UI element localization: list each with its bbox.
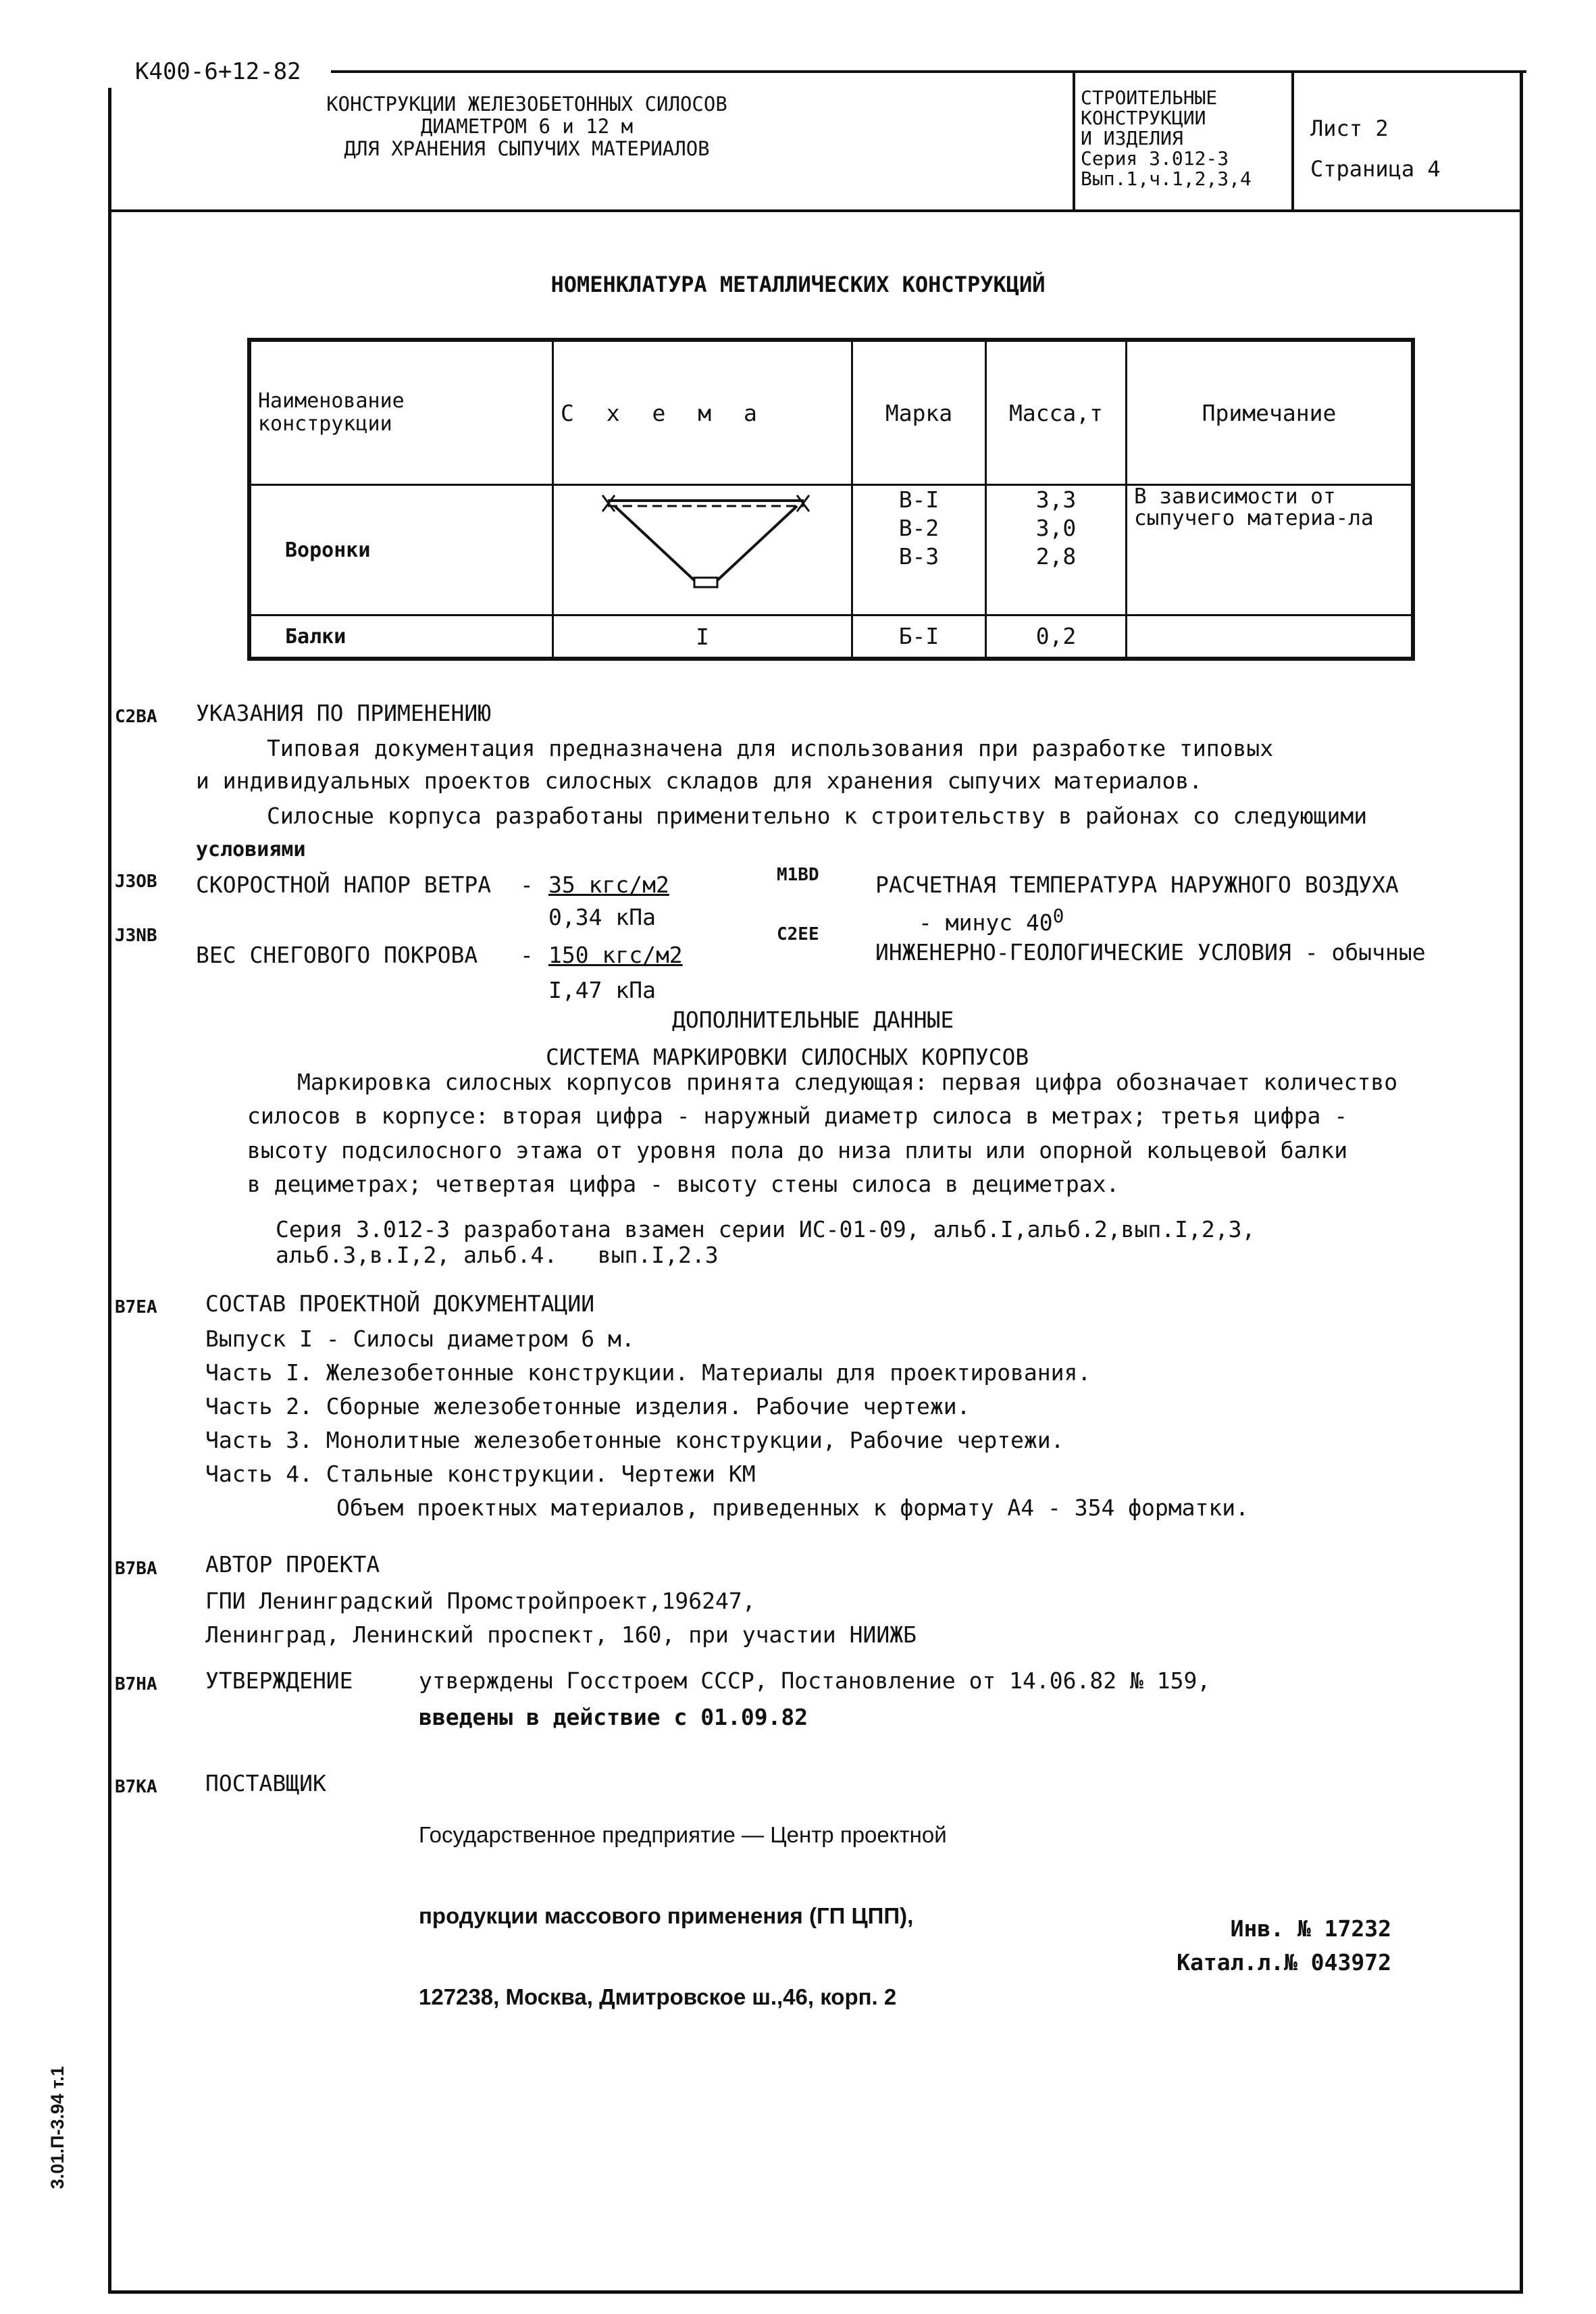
category-line-5: Вып.1,ч.1,2,3,4 (1081, 168, 1252, 190)
inventory-number: Инв. № 17232 (1230, 1915, 1391, 1942)
snow-dash: - (520, 942, 534, 968)
category-line-2: КОНСТРУКЦИИ (1081, 107, 1206, 129)
supplier-line: 127238, Москва, Дмитровское ш.,46, корп. 2 (419, 1984, 897, 2009)
column-header-mark: Марка (852, 340, 986, 485)
document-code: К400-6+12-82 (135, 58, 301, 85)
code-approval: В7НА (115, 1674, 157, 1694)
sheet-number: Лист 2 (1310, 116, 1389, 141)
part-line: Часть 2. Сборные железобетонные изделия. Рабочие чертежи. (205, 1393, 971, 1419)
bottom-border (108, 2290, 1523, 2294)
cell-marks (852, 485, 986, 615)
header-divider-2 (1291, 70, 1294, 209)
funnel-schema-icon (561, 486, 844, 594)
series-replacement-line: альб.3,в.I,2, альб.4. вып.I,2.3 (276, 1242, 719, 1268)
supplier-address (419, 1767, 947, 2038)
supplier-heading: ПОСТАВЩИК (205, 1770, 326, 1796)
usage-heading: УКАЗАНИЯ ПО ПРИМЕНЕНИЮ (196, 700, 492, 726)
supplier-line: Государственное предприятие — Центр проектной (419, 1822, 947, 1847)
series-replacement-line: Серия 3.012-3 разработана взамен серии ИС-01-09, альб.I,альб.2,вып.I,2,3, (276, 1216, 1256, 1242)
table-row (249, 485, 1413, 615)
issue-line: Выпуск I - Силосы диаметром 6 м. (205, 1326, 635, 1352)
mass-value: 3,3 (1035, 486, 1077, 513)
mark-value: В-I (898, 486, 939, 513)
header-bottom-rule (108, 209, 1523, 212)
column-header-mass: Масса,т (986, 340, 1127, 485)
snow-value-kpa: I,47 кПа (548, 977, 656, 1003)
column-header-note: Примечание (1127, 340, 1414, 485)
code-snow: J3NВ (115, 926, 157, 946)
wind-value-kpa: 0,34 кПа (548, 904, 656, 930)
approval-line: введены в действие с 01.09.82 (419, 1704, 808, 1730)
code-composition: В7ЕА (115, 1297, 157, 1317)
wind-value-kgf: 35 кгс/м2 (548, 872, 669, 898)
category-line-3: И ИЗДЕЛИЯ (1081, 127, 1183, 149)
usage-paragraph-line: и индивидуальных проектов силосных складов для хранения сыпучих материалов. (196, 768, 1203, 794)
cell-masses: 0,2 (986, 615, 1127, 659)
wind-label: СКОРОСТНОЙ НАПОР ВЕТРА (196, 872, 492, 898)
title-line-1: КОНСТРУКЦИИ ЖЕЛЕЗОБЕТОННЫХ СИЛОСОВ (326, 93, 727, 116)
title-line-2: ДИАМЕТРОМ 6 и 12 м (420, 115, 634, 138)
title-line-3: ДЛЯ ХРАНЕНИЯ СЫПУЧИХ МАТЕРИАЛОВ (344, 137, 710, 160)
supplier-line: продукции массового применения (ГП ЦПП), (419, 1903, 914, 1928)
approval-line: утверждены Госстроем СССР, Постановление от 14.06.82 № 159, (419, 1667, 1211, 1694)
temperature-degree: 0 (1052, 905, 1064, 927)
series-block (1081, 88, 1252, 189)
code-wind: J3ОВ (115, 872, 157, 892)
cell-marks: Б-I (852, 615, 986, 659)
marking-paragraph-line: силосов в корпусе: вторая цифра - наружный диаметр силоса в метрах; третья цифра - (247, 1103, 1348, 1129)
table-row (249, 615, 1413, 659)
wind-dash: - (520, 872, 534, 898)
mark-value: В-3 (898, 543, 939, 570)
cell-schema: I (553, 615, 852, 659)
code-author: В7ВА (115, 1559, 157, 1579)
additional-heading: ДОПОЛНИТЕЛЬНЫЕ ДАННЫЕ (672, 1007, 954, 1033)
top-rule (331, 70, 1526, 73)
geology-conditions: ИНЖЕНЕРНО-ГЕОЛОГИЧЕСКИЕ УСЛОВИЯ - обычные (875, 939, 1426, 965)
cell-name: Балки (249, 615, 553, 659)
mark-value: В-2 (898, 515, 939, 541)
marking-paragraph-line: в дециметрах; четвертая цифра - высоту стены силоса в дециметрах. (247, 1171, 1120, 1197)
part-line: Часть I. Железобетонные конструкции. Материалы для проектирования. (205, 1359, 1091, 1386)
cell-note: В зависимости от сыпучего материа-ла (1127, 485, 1414, 615)
part-line: Часть 4. Стальные конструкции. Чертежи КМ (205, 1461, 756, 1487)
header-divider-1 (1073, 70, 1075, 209)
nomenclature-table (247, 338, 1415, 661)
author-line: Ленинград, Ленинский проспект, 160, при участии НИИЖБ (205, 1621, 917, 1648)
mass-value: 2,8 (1035, 543, 1077, 570)
left-border (108, 88, 111, 2294)
cell-note (1127, 615, 1414, 659)
code-geo: С2ЕЕ (777, 924, 819, 945)
code-temp: М1ВD (777, 865, 819, 885)
mass-value: 3,0 (1035, 515, 1077, 541)
composition-heading: СОСТАВ ПРОЕКТНОЙ ДОКУМЕНТАЦИИ (205, 1290, 595, 1317)
side-stamp: 3.01.П-3.94 т.1 (47, 2066, 68, 2189)
code-supplier: В7КА (115, 1777, 157, 1797)
marking-system-heading: СИСТЕМА МАРКИРОВКИ СИЛОСНЫХ КОРПУСОВ (546, 1044, 1029, 1070)
author-heading: АВТОР ПРОЕКТА (205, 1551, 380, 1578)
right-border (1520, 70, 1523, 2293)
part-line: Часть 3. Монолитные железобетонные конструкции, Рабочие чертежи. (205, 1427, 1064, 1453)
temperature-value (919, 905, 1064, 936)
marking-paragraph-line: Маркировка силосных корпусов принята следующая: первая цифра обозначает количество (297, 1069, 1398, 1095)
document-title (257, 93, 797, 160)
cell-name: Воронки (249, 485, 553, 615)
inventory-block (1054, 1912, 1391, 1980)
marking-paragraph-line: высоту подсилосного этажа от уровня пола до низа плиты или опорной кольцевой балки (247, 1137, 1348, 1163)
usage-paragraph-line: условиями (196, 838, 306, 861)
usage-paragraph-line: Силосные корпуса разработаны применительно к строительству в районах со следующими (267, 803, 1368, 829)
column-header-schema: С х е м а (553, 340, 852, 485)
snow-value-kgf: 150 кгс/м2 (548, 942, 683, 968)
page-number: Страница 4 (1310, 156, 1441, 182)
snow-label: ВЕС СНЕГОВОГО ПОКРОВА (196, 942, 478, 968)
column-header-name: Наименование конструкции (249, 340, 553, 485)
category-line-4: Серия 3.012-3 (1081, 147, 1229, 170)
cell-masses (986, 485, 1127, 615)
sheet-block (1310, 108, 1441, 189)
table-header-row (249, 340, 1413, 485)
approval-heading: УТВЕРЖДЕНИЕ (205, 1667, 353, 1694)
cell-schema (553, 485, 852, 615)
catalog-number: Катал.л.№ 043972 (1177, 1949, 1391, 1976)
temperature-label: РАСЧЕТНАЯ ТЕМПЕРАТУРА НАРУЖНОГО ВОЗДУХА (875, 872, 1399, 898)
usage-paragraph-line: Типовая документация предназначена для использования при разработке типовых (267, 735, 1274, 761)
category-line-1: СТРОИТЕЛЬНЫЕ (1081, 86, 1218, 109)
temperature-value-text: - минус 40 (919, 909, 1053, 936)
author-line: ГПИ Ленинградский Промстройпроект,196247, (205, 1588, 756, 1614)
volume-line: Объем проектных материалов, приведенных к формату А4 - 354 форматки. (336, 1494, 1250, 1521)
nomenclature-title: НОМЕНКЛАТУРА МЕТАЛЛИЧЕСКИХ КОНСТРУКЦИЙ (550, 272, 1046, 297)
code-usage: С2ВА (115, 707, 157, 727)
